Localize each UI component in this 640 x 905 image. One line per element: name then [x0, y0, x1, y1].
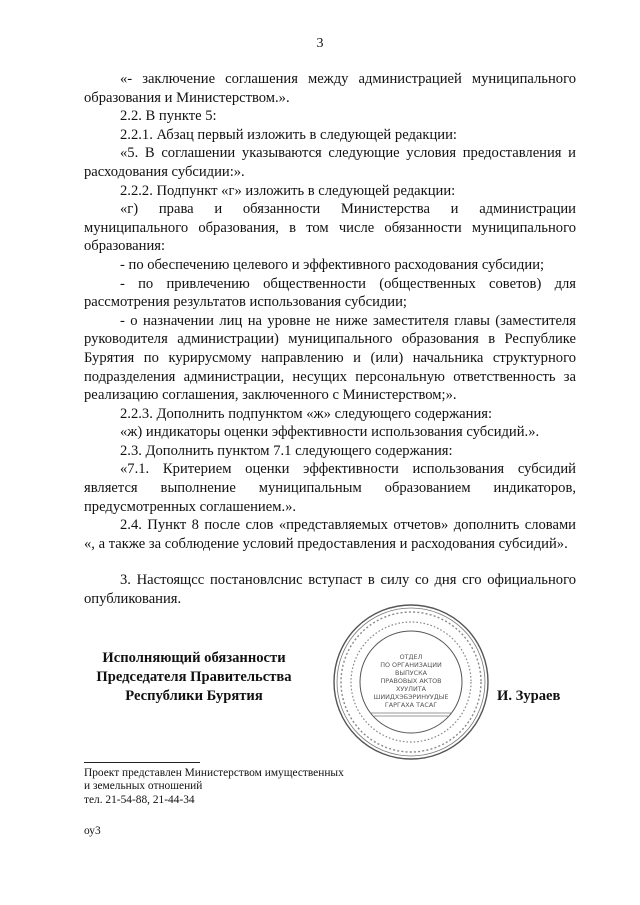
paragraph: «5. В соглашении указываются следующие условия предоставления и расходования субсидии:». — [84, 145, 576, 180]
paragraph: «ж) индикаторы оценки эффективности использования субсидий.». — [120, 424, 540, 441]
footnote-line: и земельных отношений — [84, 780, 203, 793]
paragraph: 2.2.1. Абзац первый изложить в следующей редакции: — [120, 126, 457, 143]
seal-text-line: ВЫПУСКА — [394, 669, 428, 677]
paragraph: 2.4. Пункт 8 после слов «представляемых отчетов» дополнить словами «, а также за соблюдение условий предоставления и расходования субсидий». — [84, 517, 576, 552]
document-code: оу3 — [84, 825, 101, 837]
signatory-title — [84, 649, 304, 706]
footnote-line: тел. 21-54-88, 21-44-34 — [84, 793, 195, 806]
signatory-title-line: Председателя Правительства — [96, 669, 292, 685]
page-number: 3 — [316, 36, 324, 51]
paragraph: 2.2.2. Подпункт «г» изложить в следующей редакции: — [120, 182, 456, 199]
seal-text-line: ШИИДХЭБЭРИНУУДЫЕ — [373, 693, 449, 701]
paragraph: 2.3. Дополнить пунктом 7.1 следующего содержания: — [120, 442, 453, 459]
paragraph: - о назначении лиц на уровне не ниже заместителя главы (заместителя руководителя администрации) муниципального образования в Республике Бурятия по курирусмому направлению и (или) начальника структурного подразделения администрации, несущих персональную ответственность за реализацию соглашения, заключенного с Министерством;». — [84, 312, 576, 404]
official-seal — [330, 601, 492, 763]
seal-text-line: ПО ОРГАНИЗАЦИИ — [380, 661, 442, 669]
paragraph: «7.1. Критерием оценки эффективности использования субсидий является выполнение муниципальным образованием индикаторов, предусмотренных соглашением.». — [84, 461, 576, 515]
signatory-title-line: Республики Бурятия — [125, 688, 263, 704]
seal-text-line: ОТДЕЛ — [399, 653, 423, 661]
paragraph: «- заключение соглашения между администрацией муниципального образования и Министерством.». — [84, 71, 576, 106]
paragraph: - по привлечению общественности (общественных советов) для рассмотрения результатов использования субсидии; — [84, 275, 576, 311]
seal-text-line: ГАРГАХА ТАСАГ — [384, 701, 438, 709]
footnote — [84, 767, 344, 807]
paragraph: 2.2. В пункте 5: — [120, 108, 217, 125]
signatory-title-line: Исполняющий обязанности — [102, 650, 286, 666]
paragraph: 2.2.3. Дополнить подпунктом «ж» следующего содержания: — [120, 405, 493, 422]
seal-text-line: ХУУЛИТА — [395, 685, 427, 693]
seal-text-line: ПРАВОВЫХ АКТОВ — [380, 677, 442, 685]
paragraph: «г) права и обязанности Министерства и администрации муниципального образования, в том числе обязанности муниципального образования: — [84, 201, 576, 255]
document-body — [84, 70, 576, 609]
paragraph: - по обеспечению целевого и эффективного расходования субсидии; — [120, 256, 545, 273]
signatory-name: И. Зураев — [497, 688, 561, 704]
paragraph: 3. Настоящсс постановлснис вступаст в силу со дня сго официального опубликования. — [84, 572, 576, 608]
footnote-divider — [84, 762, 200, 763]
footnote-line: Проект представлен Министерством имущественных — [84, 767, 344, 779]
